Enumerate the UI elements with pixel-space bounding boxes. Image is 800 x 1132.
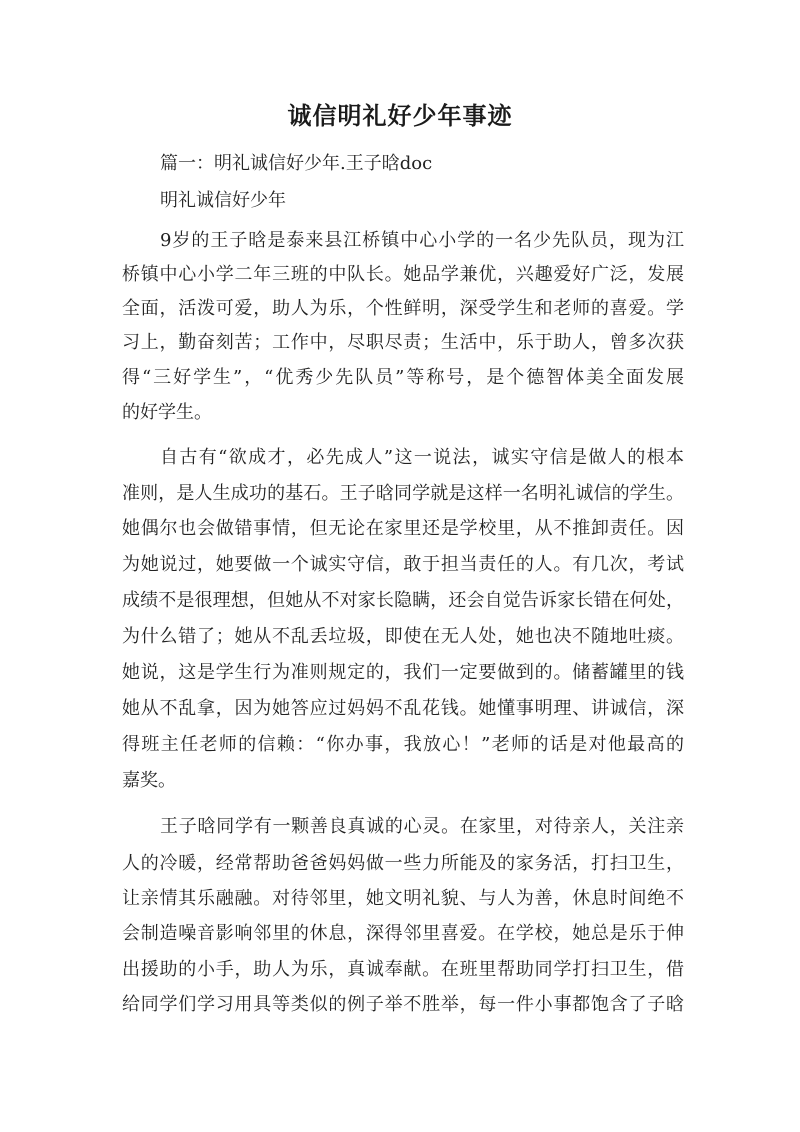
document-title: 诚信明礼好少年事迹	[287, 101, 513, 130]
paragraph-line: 得“三好学生”，“优秀少先队员”等称号，是个德智体美全面发展	[122, 367, 684, 388]
paragraph-line: 她偶尔也会做错事情，但无论在家里还是学校里，从不推卸责任。因	[122, 518, 684, 539]
paragraph-line: 准则，是人生成功的基石。王子晗同学就是这样一名明礼诚信的学生。	[122, 483, 684, 504]
paragraph-line: 人的冷暖，经常帮助爸爸妈妈做一些力所能及的家务活，打扫卫生，	[122, 853, 684, 874]
paragraph-line: 全面，活泼可爱，助人为乐，个性鲜明，深受学生和老师的喜爱。学	[122, 298, 684, 319]
paragraph-line: 会制造噪音影响邻里的休息，深得邻里喜爱。在学校，她总是乐于伸	[122, 923, 684, 944]
paragraph-line: 给同学们学习用具等类似的例子举不胜举，每一件小事都饱含了子晗	[122, 994, 684, 1015]
paragraph-line: 出援助的小手，助人为乐，真诚奉献。在班里帮助同学打扫卫生，借	[122, 959, 684, 980]
paragraph-line: 自古有“欲成才，必先成人”这一说法，诚实守信是做人的根本	[160, 447, 684, 468]
paragraph-line: 王子晗同学有一颗善良真诚的心灵。在家里，对待亲人，关注亲	[160, 816, 684, 837]
section-heading: 明礼诚信好少年	[160, 190, 286, 211]
paragraph-line: 她说，这是学生行为准则规定的，我们一定要做到的。储蓄罐里的钱	[122, 662, 684, 683]
paragraph-line: 得班主任老师的信赖：“你办事，我放心！”老师的话是对他最高的	[122, 734, 684, 755]
paragraph-line: 为她说过，她要做一个诚实守信，敢于担当责任的人。有几次，考试	[122, 554, 684, 575]
paragraph-line: 的好学生。	[122, 402, 212, 423]
paragraph-line: 习上，勤奋刻苦；工作中，尽职尽责；生活中，乐于助人，曾多次获	[122, 332, 684, 353]
paragraph-line: 9岁的王子晗是泰来县江桥镇中心小学的一名少先队员，现为江	[160, 230, 684, 251]
paragraph-line: 让亲情其乐融融。对待邻里，她文明礼貌、与人为善，休息时间绝不	[122, 888, 684, 909]
paragraph-line: 她从不乱拿，因为她答应过妈妈不乱花钱。她懂事明理、讲诚信，深	[122, 698, 684, 719]
subtitle-line: 篇一：明礼诚信好少年.王子晗doc	[160, 153, 433, 174]
paragraph-line: 桥镇中心小学二年三班的中队长。她品学兼优，兴趣爱好广泛，发展	[122, 264, 684, 285]
paragraph-line: 嘉奖。	[122, 770, 176, 791]
paragraph-line: 为什么错了；她从不乱丢垃圾，即使在无人处，她也决不随地吐痰。	[122, 626, 684, 647]
paragraph-line: 成绩不是很理想，但她从不对家长隐瞒，还会自觉告诉家长错在何处，	[122, 590, 684, 611]
